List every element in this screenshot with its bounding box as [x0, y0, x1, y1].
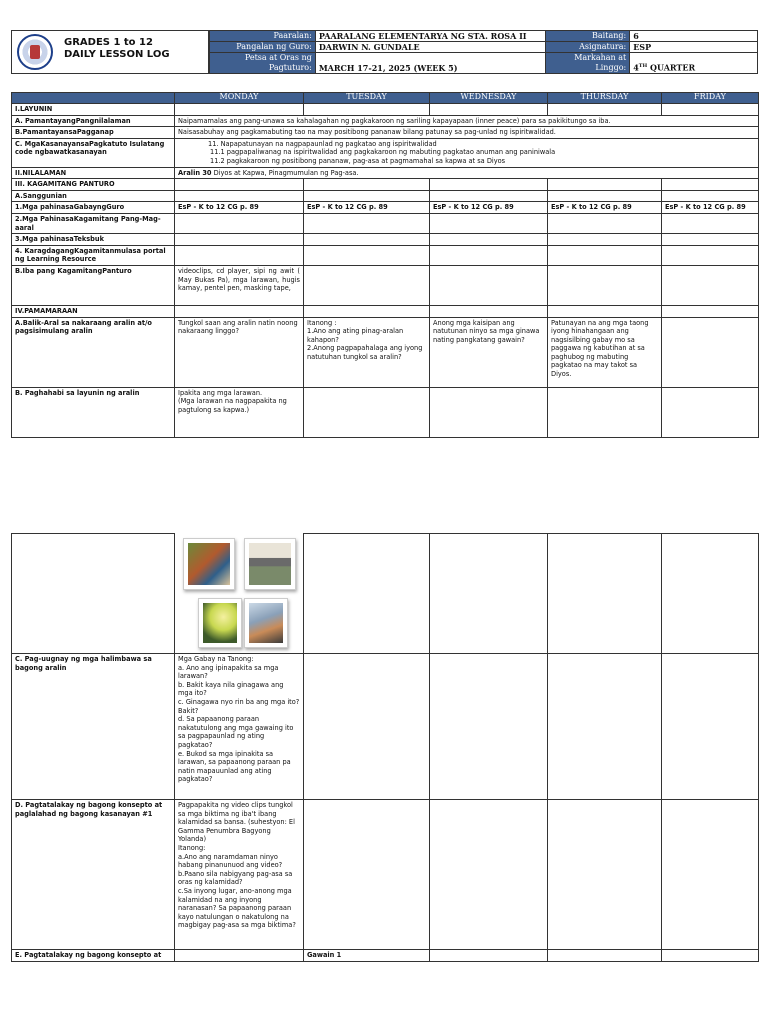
pag-uugnay-monday: Mga Gabay na Tanong: a. Ano ang ipinapakita sa mga larawan? b. Bakit kaya nila ginagawa ang mga ito? c. Ginagawa nyo rin ba ang mga ito? Bakit? d. Sa papaanong paraan nakatutulong ang mga gawaing ito sa pagpapaunlad ng ating pagkatao? e. Bukod sa mga ipinakita sa larawan, sa papaanong paraan pa natin mapauunlad ang ating pagkatao?: [175, 654, 304, 800]
nilalaman-aralin: Aralin 30: [178, 168, 212, 177]
deped-seal-icon: [17, 34, 53, 70]
gawain-1-tuesday: Gawain 1: [304, 950, 430, 962]
day-monday: MONDAY: [175, 93, 304, 104]
pag-uugnay-label: C. Pag-uugnay ng mga halimbawa sa bagong aralin: [12, 654, 175, 800]
school-value: PAARALANG ELEMENTARYA NG STA. ROSA II: [315, 31, 546, 42]
kasanayan-line1: 11. Napapatunayan na nagpapaunlad ng pagkatao ang ispiritwalidad: [208, 139, 437, 148]
kagamitan-label: III. KAGAMITANG PANTURO: [12, 179, 175, 191]
paghahabi-label: B. Paghahabi sa layunin ng aralin: [12, 387, 175, 437]
balik-aral-tuesday: Itanong : 1.Ano ang ating pinag-aralan kahapon? 2.Anong pagpapahalaga ang iyong natutuhan tungkol sa aralin?: [304, 317, 430, 387]
kasanayan-line3: 11.2 pagkakaroon ng positibong pananaw, pag-asa at pagmamahal sa kapwa at sa Diyos: [210, 156, 506, 165]
day-tuesday: TUESDAY: [304, 93, 430, 104]
photo-adult-with-child: [244, 598, 288, 648]
title-grades: GRADES 1 to 12: [64, 37, 153, 48]
quarter-label: [546, 53, 630, 74]
paghahabi-monday: Ipakita ang mga larawan. (Mga larawan na nagpapakita ng pagtulong sa kapwa.): [175, 387, 304, 437]
pamantayan-sa-pagganap-text: Naisasabuhay ang pagkamabuting tao na may positibong pananaw bilang patunay sa pag-unlad ng ispiritwalidad.: [175, 127, 759, 139]
header-title-box: [11, 30, 209, 74]
date-label: [210, 53, 316, 74]
date-label-line2: Pagtuturo:: [268, 63, 312, 72]
lesson-table-page2: [11, 533, 759, 962]
pamamaraan-label: IV.PAMAMARAAN: [12, 305, 175, 317]
nilalaman-label: II.NILALAMAN: [12, 167, 175, 179]
lesson-table-page1: [11, 92, 759, 438]
pamantayang-pangnilalaman-text: Naipamamalas ang pang-unawa sa kahalagahan ng pagkakaroon ng sariling kapayapaan (inner peace) para sa pakikitungo sa iba.: [175, 115, 759, 127]
balik-aral-thursday: Patunayan na ang mga taong iyong hinahangaan ang nagsisilbing gabay mo sa paggawa ng kabutihan at sa paghubog ng mabuting pagkatao na may takot sa Diyos.: [548, 317, 662, 387]
quarter-label-line1: Markahan at: [574, 53, 627, 62]
grade-value: 6: [630, 31, 758, 42]
school-label: Paaralan:: [210, 31, 316, 42]
kasanayan-label: C. MgaKasanayansaPagkatuto Isulatang code ngbawatkasanayan: [12, 138, 175, 167]
balik-aral-wednesday: Anong mga kaisipan ang natutunan ninyo sa mga ginawa nating pangkatang gawain?: [430, 317, 548, 387]
sanggunian-label: A.Sanggunian: [12, 190, 175, 202]
kasanayan-line2: 11.1 pagpapaliwanag na ispiritwalidad ang pagkakaroon ng mabuting pagkatao anuman ang paniniwala: [210, 148, 556, 157]
quarter-suffix: TH: [638, 63, 648, 70]
grade-label: Baitang:: [546, 31, 630, 42]
day-friday: FRIDAY: [662, 93, 759, 104]
nilalaman-title: Diyos at Kapwa, Pinagmumulan ng Pag-asa.: [211, 168, 359, 177]
quarter-word: QUARTER: [647, 63, 696, 73]
photo-crowd-outdoors: [244, 538, 296, 590]
quarter-label-line2: Linggo:: [595, 63, 627, 72]
teacher-label: Pangalan ng Guro:: [210, 42, 316, 53]
teksbuk-label: 3.Mga pahinasaTeksbuk: [12, 234, 175, 246]
portal-label: 4. KaragdagangKagamitanmulasa portal ng Learning Resource: [12, 245, 175, 265]
day-wednesday: WEDNESDAY: [430, 93, 548, 104]
subject-label: Asignatura:: [546, 42, 630, 53]
pamantayan-sa-pagganap-label: B.PamantayansaPagganap: [12, 127, 175, 139]
pagtatalakay-1-monday: Pagpapakita ng video clips tungkol sa mga biktima ng iba't ibang kalamidad sa bansa. (suhestyon: El Gamma Penumbra Bagyong Yolanda) Itanong: a.Ano ang naramdaman ninyo habang pinanunuod ang video? b.Paano sila nabigyang pag-asa sa oras ng kalamidad? c.Sa inyong lugar, ano-anong mga kalamidad na ang inyong naranasan? Sa papaanong paraan kayo natulungan o nakatulong na magbigay pag-asa sa mga biktima?: [175, 800, 304, 950]
quarter-number: 4: [633, 63, 639, 73]
ref-friday: EsP - K to 12 CG p. 89: [662, 202, 759, 214]
pamantayang-pangnilalaman-label: A. PamantayangPangnilalaman: [12, 115, 175, 127]
corner-cell: [12, 93, 175, 104]
ref-thursday: EsP - K to 12 CG p. 89: [548, 202, 662, 214]
date-value: MARCH 17-21, 2025 (WEEK 5): [315, 53, 546, 74]
kasanayan-text: [175, 138, 759, 167]
quarter-value: [630, 53, 758, 74]
title-daily-lesson-log: DAILY LESSON LOG: [64, 49, 170, 60]
layunin-label: I.LAYUNIN: [12, 104, 175, 116]
ref-monday: EsP - K to 12 CG p. 89: [175, 202, 304, 214]
nilalaman-text: [175, 167, 759, 179]
iba-pang-kagamitan-monday: videoclips, cd player, sipi ng awit ( May Bukas Pa), mga larawan, hugis kamay, pentel pen, masking tape,: [175, 265, 304, 305]
balik-aral-monday: Tungkol saan ang aralin natin noong nakaraang linggo?: [175, 317, 304, 387]
images-label-cell: [12, 534, 175, 654]
kagamitang-mag-aaral-label: 2.Mga PahinasaKagamitang Pang-Mag-aaral: [12, 213, 175, 233]
pagtatalakay-2-label: E. Pagtatalakay ng bagong konsepto at: [12, 950, 175, 962]
date-label-line1: Petsa at Oras ng: [244, 53, 312, 62]
days-header-row: [12, 93, 759, 104]
header-info-table: [209, 30, 758, 74]
subject-value: ESP: [630, 42, 758, 53]
day-thursday: THURSDAY: [548, 93, 662, 104]
iba-pang-kagamitan-label: B.Iba pang KagamitangPanturo: [12, 265, 175, 305]
ref-wednesday: EsP - K to 12 CG p. 89: [430, 202, 548, 214]
photo-helping-hand: [198, 598, 242, 648]
teacher-value: DARWIN N. GUNDALE: [315, 42, 546, 53]
photo-children-helping: [183, 538, 235, 590]
gabay-guro-label: 1.Mga pahinasaGabayngGuro: [12, 202, 175, 214]
balik-aral-label: A.Balik-Aral sa nakaraang aralin at/o pagsisimulang aralin: [12, 317, 175, 387]
ref-tuesday: EsP - K to 12 CG p. 89: [304, 202, 430, 214]
pagtatalakay-1-label: D. Pagtatalakay ng bagong konsepto at paglalahad ng bagong kasanayan #1: [12, 800, 175, 950]
